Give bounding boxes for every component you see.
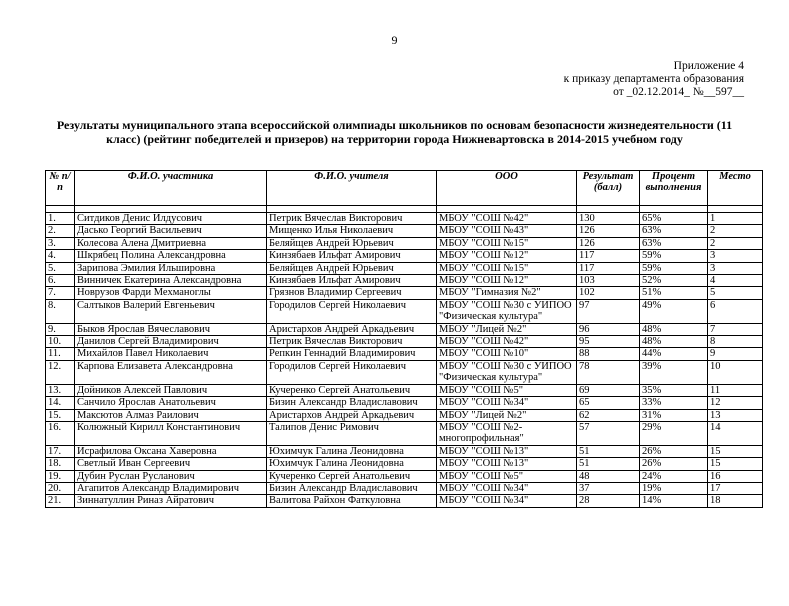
cell-place: 17	[708, 482, 763, 494]
cell-student: Новрузов Фарди Мехманоглы	[75, 287, 267, 299]
cell-percent: 26%	[640, 458, 708, 470]
cell-num: 4.	[46, 250, 75, 262]
cell-student: Винничек Екатерина Александровна	[75, 275, 267, 287]
cell-school: МБОУ "СОШ №43"	[437, 225, 577, 237]
cell-teacher: Городилов Сергей Николаевич	[267, 360, 437, 384]
cell-school: МБОУ "СОШ №34"	[437, 495, 577, 507]
cell-teacher: Петрик Вячеслав Викторович	[267, 213, 437, 225]
cell-num: 20.	[46, 482, 75, 494]
cell-num: 19.	[46, 470, 75, 482]
header-student: Ф.И.О. участника	[75, 171, 267, 206]
page-number: 9	[391, 33, 398, 47]
document-title: Результаты муниципального этапа всероссийской олимпиады школьников по основам безопасности жизнедеятельности (11 класс) (рейтинг победителей и призеров) на территории города Нижневартовска в 2014-2015 учебном году	[56, 118, 733, 146]
cell-student: Исрафилова Оксана Хаверовна	[75, 445, 267, 457]
cell-school: МБОУ "СОШ №30 с УИПОО "Физическая культура"	[437, 299, 577, 323]
cell-result: 117	[577, 250, 640, 262]
cell-place: 11	[708, 384, 763, 396]
cell-student: Салтыков Валерий Евгеньевич	[75, 299, 267, 323]
cell-place: 2	[708, 237, 763, 249]
cell-teacher: Беляйщев Андрей Юрьевич	[267, 262, 437, 274]
appendix-line-3: от _02.12.2014_ №__597__	[613, 86, 744, 98]
cell-teacher: Бизин Александр Владиславович	[267, 397, 437, 409]
cell-student: Дасько Георгий Васильевич	[75, 225, 267, 237]
cell-result: 37	[577, 482, 640, 494]
cell-teacher: Аристархов Андрей Аркадьевич	[267, 409, 437, 421]
table-row	[46, 250, 763, 262]
cell-place: 16	[708, 470, 763, 482]
cell-result: 126	[577, 237, 640, 249]
cell-teacher: Кинзябаев Ильфат Амирович	[267, 250, 437, 262]
cell-school: МБОУ "СОШ №12"	[437, 275, 577, 287]
cell-teacher: Валитова Райхон Фаткуловна	[267, 495, 437, 507]
cell-student: Быков Ярослав Вячеславович	[75, 323, 267, 335]
cell-teacher: Беляйщев Андрей Юрьевич	[267, 237, 437, 249]
cell-school: МБОУ "СОШ №13"	[437, 458, 577, 470]
table-row	[46, 287, 763, 299]
cell-student: Карпова Елизавета Александровна	[75, 360, 267, 384]
cell-percent: 44%	[640, 348, 708, 360]
cell-place: 15	[708, 458, 763, 470]
cell-percent: 51%	[640, 287, 708, 299]
cell-teacher: Петрик Вячеслав Викторович	[267, 336, 437, 348]
cell-percent: 29%	[640, 421, 708, 445]
table-row	[46, 213, 763, 225]
cell-student: Дойников Алексей Павлович	[75, 384, 267, 396]
cell-school: МБОУ "СОШ №15"	[437, 262, 577, 274]
cell-percent: 35%	[640, 384, 708, 396]
cell-teacher: Бизин Александр Владиславович	[267, 482, 437, 494]
cell-student: Колюжный Кирилл Константинович	[75, 421, 267, 445]
cell-place: 1	[708, 213, 763, 225]
cell-num: 6.	[46, 275, 75, 287]
cell-percent: 33%	[640, 397, 708, 409]
cell-student: Зарипова Эмилия Ильшировна	[75, 262, 267, 274]
cell-teacher: Грязнов Владимир Сергеевич	[267, 287, 437, 299]
cell-teacher: Кучеренко Сергей Анатольевич	[267, 384, 437, 396]
header-school: ООО	[437, 171, 577, 206]
cell-percent: 65%	[640, 213, 708, 225]
cell-student: Максютов Алмаз Раилович	[75, 409, 267, 421]
cell-num: 12.	[46, 360, 75, 384]
cell-percent: 49%	[640, 299, 708, 323]
cell-student: Светлый Иван Сергеевич	[75, 458, 267, 470]
cell-num: 18.	[46, 458, 75, 470]
cell-num: 17.	[46, 445, 75, 457]
cell-num: 16.	[46, 421, 75, 445]
table-row	[46, 445, 763, 457]
cell-result: 103	[577, 275, 640, 287]
cell-result: 69	[577, 384, 640, 396]
cell-result: 48	[577, 470, 640, 482]
cell-student: Зиннатуллин Риназ Айратович	[75, 495, 267, 507]
table-row	[46, 299, 763, 323]
cell-num: 7.	[46, 287, 75, 299]
cell-result: 117	[577, 262, 640, 274]
cell-school: МБОУ "СОШ №12"	[437, 250, 577, 262]
cell-result: 102	[577, 287, 640, 299]
table-row	[46, 348, 763, 360]
cell-school: МБОУ "СОШ №2- многопрофильная"	[437, 421, 577, 445]
cell-student: Агапитов Александр Владимирович	[75, 482, 267, 494]
cell-num: 2.	[46, 225, 75, 237]
appendix-block	[564, 60, 744, 99]
cell-num: 8.	[46, 299, 75, 323]
cell-place: 18	[708, 495, 763, 507]
header-place: Место	[708, 171, 763, 206]
cell-place: 9	[708, 348, 763, 360]
appendix-line-1: Приложение 4	[673, 60, 744, 72]
cell-percent: 26%	[640, 445, 708, 457]
cell-result: 96	[577, 323, 640, 335]
table-row	[46, 384, 763, 396]
cell-place: 3	[708, 262, 763, 274]
cell-teacher: Юхимчук Галина Леонидовна	[267, 458, 437, 470]
cell-percent: 63%	[640, 225, 708, 237]
cell-place: 10	[708, 360, 763, 384]
table-row	[46, 336, 763, 348]
table-row	[46, 409, 763, 421]
cell-school: МБОУ "СОШ №34"	[437, 397, 577, 409]
cell-percent: 19%	[640, 482, 708, 494]
cell-num: 9.	[46, 323, 75, 335]
cell-teacher: Мищенко Илья Николаевич	[267, 225, 437, 237]
cell-percent: 59%	[640, 262, 708, 274]
cell-student: Шкрябец Полина Александровна	[75, 250, 267, 262]
cell-place: 12	[708, 397, 763, 409]
table-header-row	[46, 171, 763, 206]
cell-percent: 14%	[640, 495, 708, 507]
cell-student: Михайлов Павел Николаевич	[75, 348, 267, 360]
cell-num: 14.	[46, 397, 75, 409]
cell-school: МБОУ "СОШ №34"	[437, 482, 577, 494]
cell-school: МБОУ "СОШ №42"	[437, 336, 577, 348]
cell-result: 88	[577, 348, 640, 360]
cell-teacher: Юхимчук Галина Леонидовна	[267, 445, 437, 457]
cell-result: 126	[577, 225, 640, 237]
table-body	[46, 213, 763, 508]
cell-school: МБОУ "Лицей №2"	[437, 409, 577, 421]
header-spacer-row	[46, 206, 763, 213]
results-table	[45, 170, 763, 508]
header-num: № п/п	[46, 171, 75, 206]
cell-place: 6	[708, 299, 763, 323]
cell-percent: 24%	[640, 470, 708, 482]
cell-place: 15	[708, 445, 763, 457]
cell-num: 5.	[46, 262, 75, 274]
cell-result: 28	[577, 495, 640, 507]
cell-student: Данилов Сергей Владимирович	[75, 336, 267, 348]
cell-student: Санчило Ярослав Анатольевич	[75, 397, 267, 409]
cell-student: Колесова Алена Дмитриевна	[75, 237, 267, 249]
cell-result: 130	[577, 213, 640, 225]
cell-num: 1.	[46, 213, 75, 225]
cell-percent: 48%	[640, 336, 708, 348]
table-row	[46, 323, 763, 335]
cell-result: 95	[577, 336, 640, 348]
header-percent: Процент выполнения	[640, 171, 708, 206]
cell-place: 14	[708, 421, 763, 445]
cell-school: МБОУ "СОШ №30 с УИПОО "Физическая культура"	[437, 360, 577, 384]
table-row	[46, 482, 763, 494]
table-row	[46, 262, 763, 274]
cell-school: МБОУ "Лицей №2"	[437, 323, 577, 335]
cell-result: 97	[577, 299, 640, 323]
table-row	[46, 421, 763, 445]
table-row	[46, 397, 763, 409]
table-row	[46, 495, 763, 507]
cell-teacher: Кинзябаев Ильфат Амирович	[267, 275, 437, 287]
cell-school: МБОУ "СОШ №5"	[437, 470, 577, 482]
cell-teacher: Талипов Денис Римович	[267, 421, 437, 445]
cell-school: МБОУ "СОШ №5"	[437, 384, 577, 396]
cell-result: 57	[577, 421, 640, 445]
appendix-line-2: к приказу департамента образования	[563, 73, 744, 85]
cell-place: 4	[708, 275, 763, 287]
cell-percent: 52%	[640, 275, 708, 287]
cell-percent: 39%	[640, 360, 708, 384]
cell-result: 78	[577, 360, 640, 384]
header-teacher: Ф.И.О. учителя	[267, 171, 437, 206]
table-row	[46, 225, 763, 237]
cell-place: 2	[708, 225, 763, 237]
cell-teacher: Городилов Сергей Николаевич	[267, 299, 437, 323]
cell-result: 51	[577, 458, 640, 470]
cell-percent: 63%	[640, 237, 708, 249]
cell-place: 3	[708, 250, 763, 262]
table-row	[46, 237, 763, 249]
cell-percent: 31%	[640, 409, 708, 421]
cell-num: 11.	[46, 348, 75, 360]
cell-num: 13.	[46, 384, 75, 396]
cell-num: 10.	[46, 336, 75, 348]
cell-place: 5	[708, 287, 763, 299]
cell-school: МБОУ "СОШ №13"	[437, 445, 577, 457]
table-row	[46, 470, 763, 482]
cell-student: Ситдиков Денис Илдусович	[75, 213, 267, 225]
cell-student: Дубин Руслан Русланович	[75, 470, 267, 482]
cell-school: МБОУ "Гимназия №2"	[437, 287, 577, 299]
cell-percent: 48%	[640, 323, 708, 335]
cell-percent: 59%	[640, 250, 708, 262]
table-row	[46, 458, 763, 470]
cell-school: МБОУ "СОШ №10"	[437, 348, 577, 360]
cell-num: 15.	[46, 409, 75, 421]
cell-school: МБОУ "СОШ №15"	[437, 237, 577, 249]
cell-result: 62	[577, 409, 640, 421]
cell-school: МБОУ "СОШ №42"	[437, 213, 577, 225]
cell-result: 65	[577, 397, 640, 409]
cell-place: 13	[708, 409, 763, 421]
cell-place: 7	[708, 323, 763, 335]
cell-teacher: Аристархов Андрей Аркадьевич	[267, 323, 437, 335]
cell-teacher: Кучеренко Сергей Анатольевич	[267, 470, 437, 482]
cell-num: 21.	[46, 495, 75, 507]
cell-teacher: Репкин Геннадий Владимирович	[267, 348, 437, 360]
table-row	[46, 275, 763, 287]
header-result: Результат (балл)	[577, 171, 640, 206]
cell-num: 3.	[46, 237, 75, 249]
cell-result: 51	[577, 445, 640, 457]
cell-place: 8	[708, 336, 763, 348]
table-row	[46, 360, 763, 384]
